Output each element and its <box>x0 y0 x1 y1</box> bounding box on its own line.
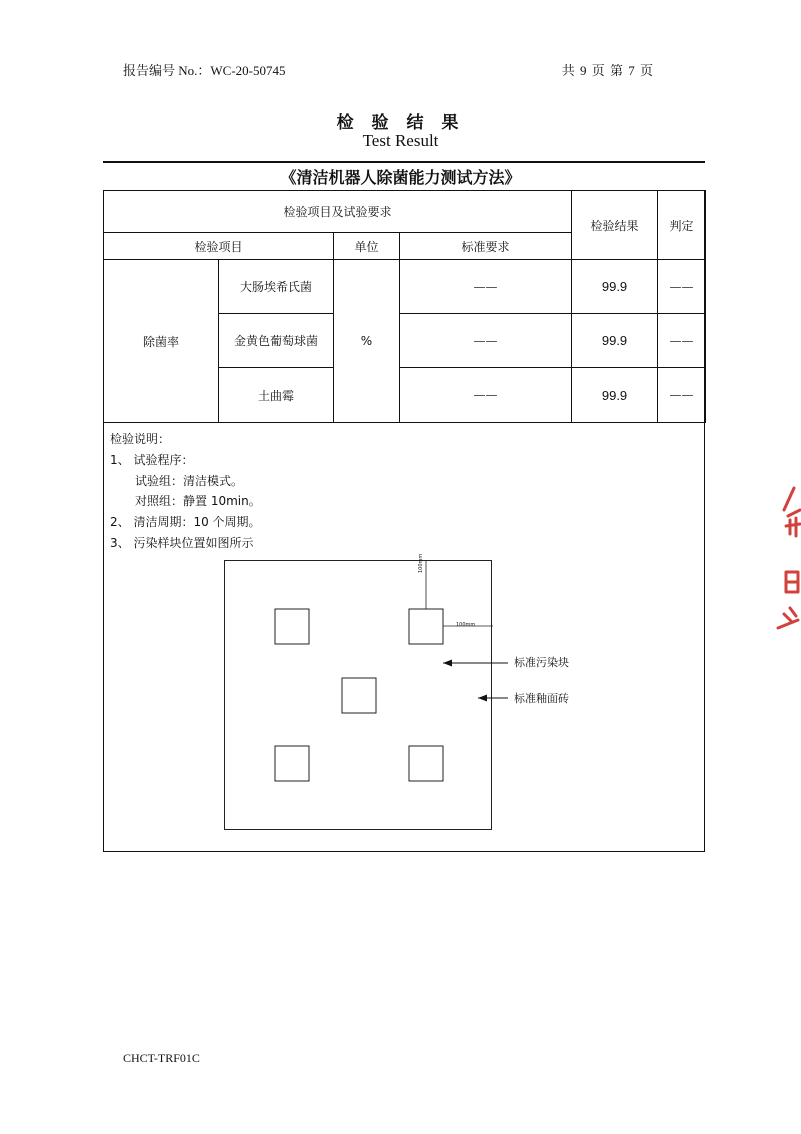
report-number <box>123 60 286 79</box>
note-positions: 3、 污染样块位置如图所示 <box>110 535 254 550</box>
judgement-cell: —— <box>658 260 706 314</box>
sample-block <box>409 746 443 781</box>
sample-block <box>275 609 309 644</box>
form-code: CHCT-TRF01C <box>123 1051 200 1065</box>
standard-cell: —— <box>400 368 572 423</box>
item-cell: 土曲霉 <box>219 368 334 423</box>
seal-stamp <box>764 480 801 640</box>
item-cell: 大肠埃希氏菌 <box>219 260 334 314</box>
sample-position-diagram <box>224 560 492 830</box>
table-header-row <box>104 191 706 233</box>
item-cell: 金黄色葡萄球菌 <box>219 314 334 368</box>
standard-cell: —— <box>400 260 572 314</box>
page-title-en: Test Result <box>362 131 439 150</box>
standard-header: 标准要求 <box>400 233 572 260</box>
unit-header: 单位 <box>334 233 400 260</box>
group-header: 检验项目及试验要求 <box>104 191 572 233</box>
note-cycles: 2、 清洁周期：10 个周期。 <box>110 515 261 530</box>
test-notes <box>110 429 261 554</box>
result-header: 检验结果 <box>572 191 658 260</box>
judgement-header: 判定 <box>658 191 706 260</box>
seal-stamp-icon <box>764 480 801 640</box>
sample-block <box>342 678 376 713</box>
page-title: 检 验 结 果 <box>336 113 465 133</box>
sample-block <box>409 609 443 644</box>
title-divider <box>103 161 705 163</box>
method-title: 《清洁机器人除菌能力测试方法》 <box>280 168 521 187</box>
table-row <box>104 260 706 314</box>
result-cell: 99.9 <box>572 260 658 314</box>
dimension-label-horizontal: 100mm <box>456 622 476 628</box>
diagram-drawing <box>225 561 493 831</box>
results-table <box>103 190 706 423</box>
notes-heading: 检验说明： <box>110 432 171 446</box>
item-header: 检验项目 <box>104 233 334 260</box>
sample-block <box>275 746 309 781</box>
judgement-cell: —— <box>658 368 706 423</box>
note-procedure: 1、 试验程序： <box>110 452 194 467</box>
label-standard-tile: 标准釉面砖 <box>514 692 569 705</box>
result-cell: 99.9 <box>572 368 658 423</box>
category-cell: 除菌率 <box>104 260 219 423</box>
report-number-value: WC-20-50745 <box>210 63 286 78</box>
standard-cell: —— <box>400 314 572 368</box>
note-test-group: 试验组：清洁模式。 <box>135 473 244 488</box>
result-cell: 99.9 <box>572 314 658 368</box>
judgement-cell: —— <box>658 314 706 368</box>
unit-cell: % <box>334 260 400 423</box>
report-number-label: 报告编号 No.： <box>123 63 211 78</box>
note-control-group: 对照组：静置 10min。 <box>135 494 261 509</box>
label-standard-block: 标准污染块 <box>514 656 569 669</box>
page-info: 共 9 页 第 7 页 <box>561 63 653 78</box>
dimension-label-vertical: 100mm <box>418 553 424 573</box>
